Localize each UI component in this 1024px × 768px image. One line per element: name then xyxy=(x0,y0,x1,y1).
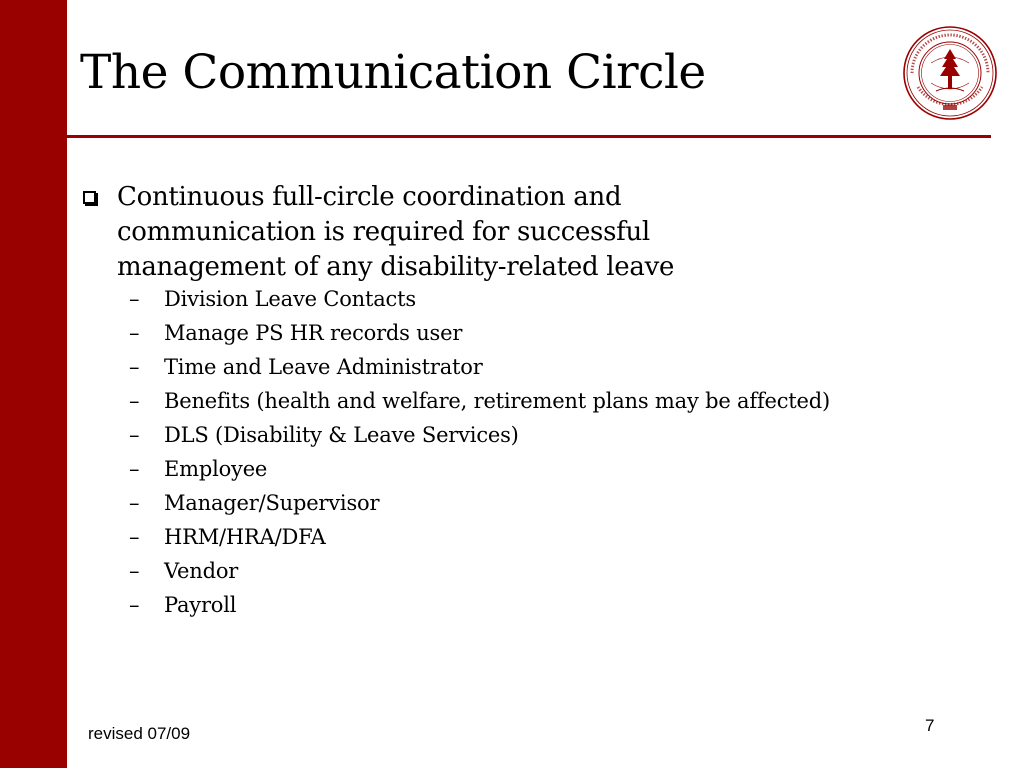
left-accent-bar xyxy=(0,0,67,768)
dash-icon: – xyxy=(129,491,140,515)
dash-icon: – xyxy=(129,423,140,447)
slide-title: The Communication Circle xyxy=(80,45,706,100)
sub-bullet-list xyxy=(127,285,847,625)
dash-icon: – xyxy=(129,287,140,311)
list-item-label: Time and Leave Administrator xyxy=(164,355,483,379)
list-item xyxy=(127,319,847,347)
list-item xyxy=(127,285,847,313)
list-item-label: HRM/HRA/DFA xyxy=(164,525,326,549)
dash-icon: – xyxy=(129,559,140,583)
dash-icon: – xyxy=(129,593,140,617)
list-item xyxy=(127,387,847,415)
checkbox-icon xyxy=(83,191,96,204)
list-item xyxy=(127,353,847,381)
list-item xyxy=(127,557,847,585)
list-item-label: DLS (Disability & Leave Services) xyxy=(164,423,519,447)
list-item-label: Vendor xyxy=(164,559,239,583)
list-item-label: Employee xyxy=(164,457,268,481)
list-item xyxy=(127,591,847,619)
list-item xyxy=(127,489,847,517)
list-item xyxy=(127,455,847,483)
dash-icon: – xyxy=(129,321,140,345)
dash-icon: – xyxy=(129,457,140,481)
page-number: 7 xyxy=(925,716,935,735)
revision-note: revised 07/09 xyxy=(88,724,191,743)
title-divider xyxy=(67,135,991,138)
list-item-label: Manage PS HR records user xyxy=(164,321,463,345)
dash-icon: – xyxy=(129,389,140,413)
main-bullet xyxy=(80,180,780,285)
dash-icon: – xyxy=(129,525,140,549)
list-item xyxy=(127,421,847,449)
main-bullet-text: Continuous full-circle coordination and communication is required for successful management of any disability-related leave xyxy=(117,182,675,282)
dash-icon: – xyxy=(129,355,140,379)
list-item xyxy=(127,523,847,551)
university-seal-icon xyxy=(902,25,998,121)
list-item-label: Payroll xyxy=(164,593,237,617)
list-item-label: Benefits (health and welfare, retirement plans may be affected) xyxy=(164,389,831,413)
list-item-label: Division Leave Contacts xyxy=(164,287,416,311)
list-item-label: Manager/Supervisor xyxy=(164,491,380,515)
